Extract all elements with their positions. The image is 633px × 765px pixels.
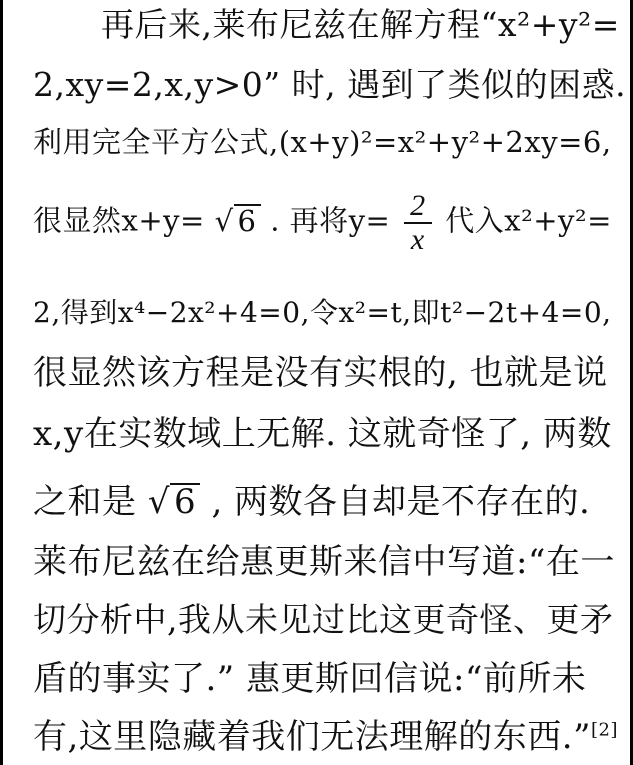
paragraph-line-4 xyxy=(33,190,612,255)
line-text: 2,xy=2,x,y>0” 时, 遇到了类似的困惑. xyxy=(33,65,627,104)
paragraph-line-3 xyxy=(33,125,612,159)
paragraph-line-6 xyxy=(33,353,612,393)
line-text: 利用完全平方公式,(x+y)²=x²+y²+2xy=6, xyxy=(33,125,612,159)
citation-reference: [2] xyxy=(591,719,618,741)
line-text: 2,得到x⁴−2x²+4=0,令x²=t,即t²−2t+4=0, xyxy=(33,296,612,329)
line-text: 盾的事实了.” 惠更斯回信说:“前所未 xyxy=(33,659,587,699)
line-suffix: 代入x²+y²= xyxy=(445,203,612,238)
sqrt-value: 6 xyxy=(170,483,200,521)
fraction-denominator: x xyxy=(410,222,425,256)
paragraph-line-5 xyxy=(33,296,612,329)
sqrt-six xyxy=(148,483,200,521)
line-prefix: 之和是 xyxy=(33,482,137,522)
line-text: 再后来,莱布尼兹在解方程“x²+y²= xyxy=(101,5,620,44)
line-prefix: 很显然x+y= xyxy=(33,203,205,238)
line-text: x,y在实数域上无解. 这就奇怪了, 两数 xyxy=(33,414,612,454)
line-text: 很显然该方程是没有实根的, 也就是说 xyxy=(33,353,608,393)
sqrt-symbol: √ xyxy=(147,482,170,522)
paragraph-line-9 xyxy=(33,542,615,582)
sqrt-six xyxy=(215,204,261,238)
line-text: 有,这里隐藏着我们无法理解的东西.” xyxy=(33,717,591,757)
sqrt-symbol: √ xyxy=(214,203,234,238)
sqrt-value: 6 xyxy=(234,204,261,236)
line-text: 切分析中,我从未见过比这更奇怪、更矛 xyxy=(33,600,614,639)
line-text: 莱布尼兹在给惠更斯来信中写道:“在一 xyxy=(33,542,615,582)
paragraph-line-2 xyxy=(33,65,627,104)
paragraph-line-10 xyxy=(33,600,614,639)
fraction-two-over-x xyxy=(404,190,432,255)
paragraph-line-8 xyxy=(33,483,612,521)
paragraph-line-12 xyxy=(33,717,618,757)
paragraph-line-7 xyxy=(33,414,612,454)
paragraph-line-1 xyxy=(101,5,620,44)
fraction-numerator: 2 xyxy=(404,190,432,224)
line-suffix: , 两数各自却是不存在的. xyxy=(211,482,591,522)
line-middle: . 再将y= xyxy=(270,203,391,238)
paragraph-line-11 xyxy=(33,659,612,699)
